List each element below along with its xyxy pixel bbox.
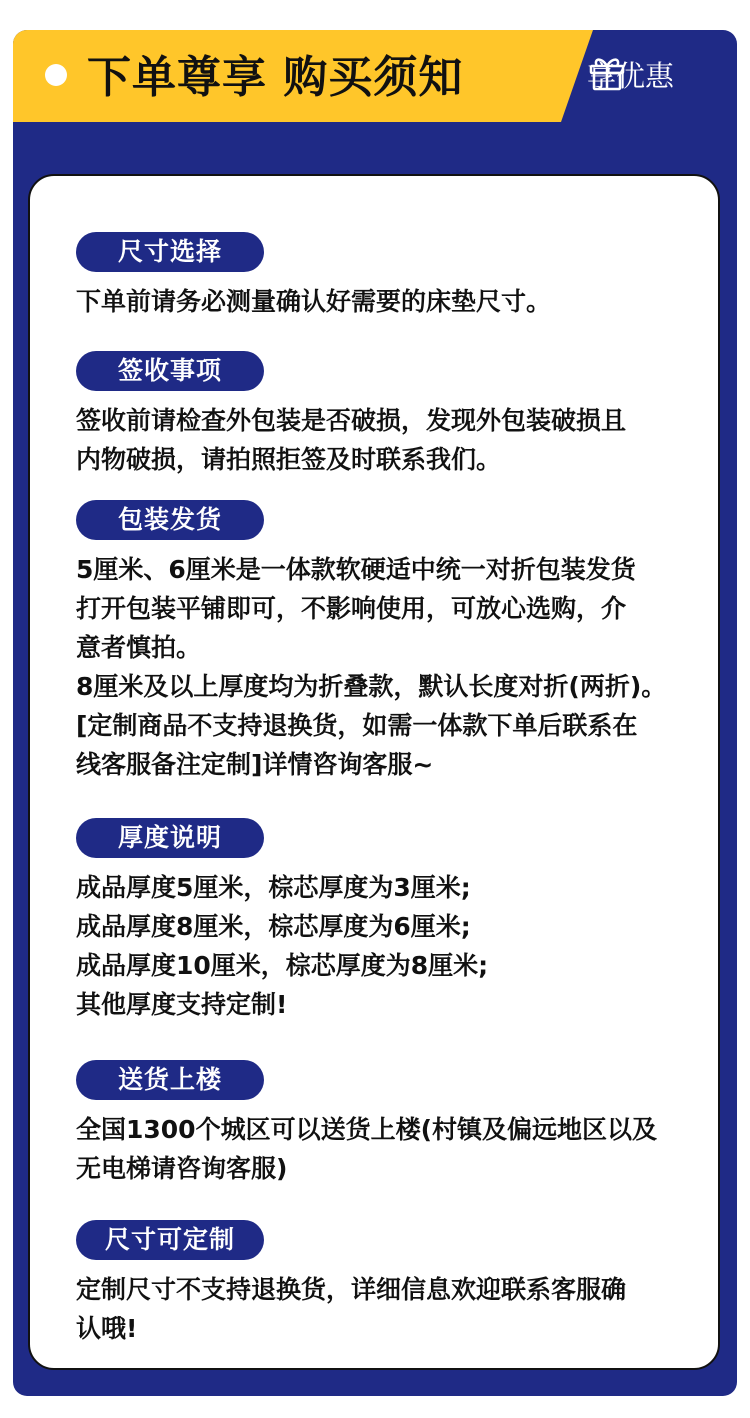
body-line: 签收前请检查外包装是否破损，发现外包装破损且: [76, 406, 627, 435]
section-size-selection: [76, 232, 726, 321]
section-body: [76, 1110, 726, 1188]
section-label: 包装发货: [76, 500, 264, 540]
section-body: [76, 401, 726, 479]
notice-panel: [28, 174, 720, 1370]
body-line: 线客服备注定制]详情咨询客服~: [76, 750, 434, 779]
body-line: 成品厚度10厘米，棕芯厚度为8厘米;: [76, 951, 489, 980]
header-band: [13, 30, 737, 122]
body-line: 内物破损，请拍照拒签及时联系我们。: [76, 445, 502, 474]
section-packaging: [76, 500, 726, 784]
promo-label: 享优惠: [587, 59, 675, 93]
body-line: 成品厚度5厘米，棕芯厚度为3厘米;: [76, 873, 471, 902]
section-body: [76, 1270, 726, 1348]
section-thickness: [76, 818, 726, 1024]
body-line: 全国1300个城区可以送货上楼(村镇及偏远地区以及: [76, 1115, 658, 1144]
body-line: 其他厚度支持定制!: [76, 990, 288, 1019]
header-bullet-dot: [45, 64, 67, 86]
body-line: 5厘米、6厘米是一体款软硬适中统一对折包装发货: [76, 555, 636, 584]
body-line: 定制尺寸不支持退换货，详细信息欢迎联系客服确: [76, 1275, 627, 1304]
section-label: 厚度说明: [76, 818, 264, 858]
section-receipt: [76, 351, 726, 479]
gift-icon: [587, 52, 627, 92]
purchase-notice-card: [13, 30, 737, 1396]
section-label: 尺寸选择: [76, 232, 264, 272]
body-line: 无电梯请咨询客服): [76, 1154, 288, 1183]
body-line: 打开包装平铺即可，不影响使用，可放心选购，介: [76, 594, 627, 623]
body-line: 认哦!: [76, 1314, 138, 1343]
section-label: 签收事项: [76, 351, 264, 391]
promo-badge[interactable]: [587, 52, 674, 100]
section-custom-size: [76, 1220, 726, 1348]
page-title: 下单尊享 购买须知: [87, 52, 464, 103]
body-line: [定制商品不支持退换货，如需一体款下单后联系在: [76, 711, 638, 740]
section-delivery: [76, 1060, 726, 1188]
body-line: 意者慎拍。: [76, 633, 202, 662]
section-body: [76, 282, 726, 321]
section-body: [76, 868, 726, 1024]
section-label: 尺寸可定制: [76, 1220, 264, 1260]
body-line: 8厘米及以上厚度均为折叠款，默认长度对折(两折)。: [76, 672, 667, 701]
section-body: [76, 550, 726, 784]
body-line: 下单前请务必测量确认好需要的床垫尺寸。: [76, 287, 552, 316]
section-label: 送货上楼: [76, 1060, 264, 1100]
body-line: 成品厚度8厘米，棕芯厚度为6厘米;: [76, 912, 471, 941]
